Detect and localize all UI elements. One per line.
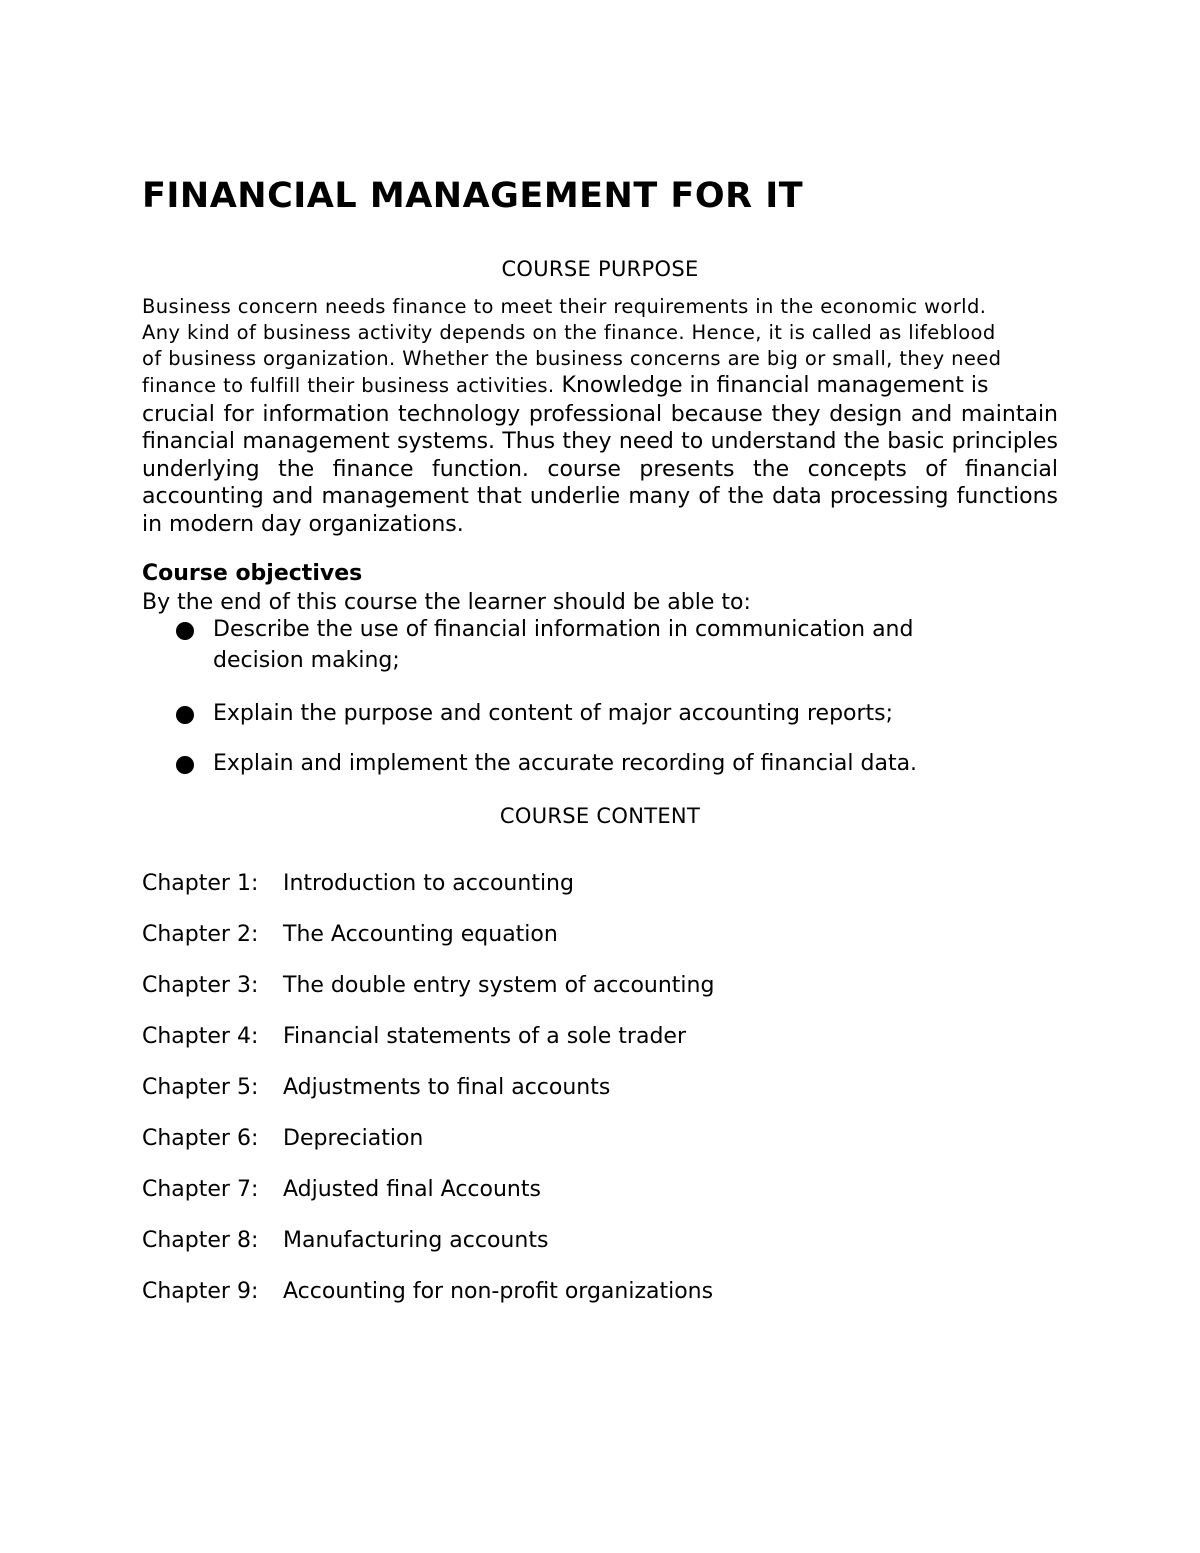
- chapter-list: [142, 868, 1042, 1327]
- chapter-number: Chapter 6:: [142, 1126, 259, 1151]
- objective-text: Explain the purpose and content of major accounting reports;: [213, 701, 894, 726]
- chapter-title: Accounting for non-profit organizations: [283, 1279, 714, 1304]
- purpose-rest: crucial for information technology professional because they design and maintain financial management systems. Thus they need to understand the basic principles underlying the finance function. course presents the concepts of financial accounting and management that underlie many of the data processing functions in modern day organizations.: [142, 401, 1058, 537]
- purpose-line-4: [142, 372, 1058, 401]
- bullet-icon: [176, 706, 194, 724]
- purpose-line-1: Business concern needs finance to meet their requirements in the economic world.: [142, 295, 987, 318]
- chapter-number: Chapter 7:: [142, 1177, 259, 1202]
- chapter-item: [142, 1021, 1042, 1072]
- objective-item: [176, 698, 1006, 729]
- chapter-item: [142, 868, 1042, 919]
- bullet-icon: [176, 622, 194, 640]
- objective-item: [176, 748, 1006, 779]
- chapter-number: Chapter 8:: [142, 1228, 259, 1253]
- chapter-item: [142, 1276, 1042, 1327]
- chapter-item: [142, 970, 1042, 1021]
- chapter-number: Chapter 5:: [142, 1075, 259, 1100]
- chapter-item: [142, 1225, 1042, 1276]
- objective-text: Explain and implement the accurate recording of financial data.: [213, 751, 918, 776]
- course-content-heading: COURSE CONTENT: [499, 804, 701, 828]
- chapter-title: Depreciation: [283, 1126, 424, 1151]
- purpose-line-4-large: Knowledge in financial management is: [554, 373, 989, 398]
- chapter-number: Chapter 3:: [142, 973, 259, 998]
- chapter-title: Manufacturing accounts: [283, 1228, 549, 1253]
- course-purpose-paragraph: [142, 294, 1058, 538]
- chapter-title: The double entry system of accounting: [283, 973, 715, 998]
- chapter-title: Introduction to accounting: [283, 871, 574, 896]
- course-purpose-heading: COURSE PURPOSE: [501, 257, 699, 281]
- chapter-number: Chapter 9:: [142, 1279, 259, 1304]
- course-objectives-intro: By the end of this course the learner should be able to:: [142, 590, 751, 615]
- purpose-line-3: of business organization. Whether the business concerns are big or small, they need: [142, 347, 1002, 370]
- chapter-title: Financial statements of a sole trader: [283, 1024, 686, 1049]
- objective-text: Describe the use of financial information in communication and decision making;: [213, 617, 914, 673]
- objective-item: [176, 614, 1006, 676]
- chapter-title: Adjusted final Accounts: [283, 1177, 541, 1202]
- chapter-item: [142, 1072, 1042, 1123]
- purpose-line-4-small: finance to fulfill their business activities.: [142, 374, 555, 397]
- chapter-title: Adjustments to final accounts: [283, 1075, 611, 1100]
- course-objectives-heading: Course objectives: [142, 561, 363, 586]
- bullet-icon: [176, 756, 194, 774]
- chapter-number: Chapter 1:: [142, 871, 259, 896]
- chapter-item: [142, 919, 1042, 970]
- chapter-number: Chapter 4:: [142, 1024, 259, 1049]
- purpose-line-2: Any kind of business activity depends on the finance. Hence, it is called as lifeblood: [142, 321, 996, 344]
- chapter-item: [142, 1123, 1042, 1174]
- chapter-number: Chapter 2:: [142, 922, 259, 947]
- chapter-item: [142, 1174, 1042, 1225]
- chapter-title: The Accounting equation: [283, 922, 558, 947]
- document-title: FINANCIAL MANAGEMENT FOR IT: [142, 176, 804, 216]
